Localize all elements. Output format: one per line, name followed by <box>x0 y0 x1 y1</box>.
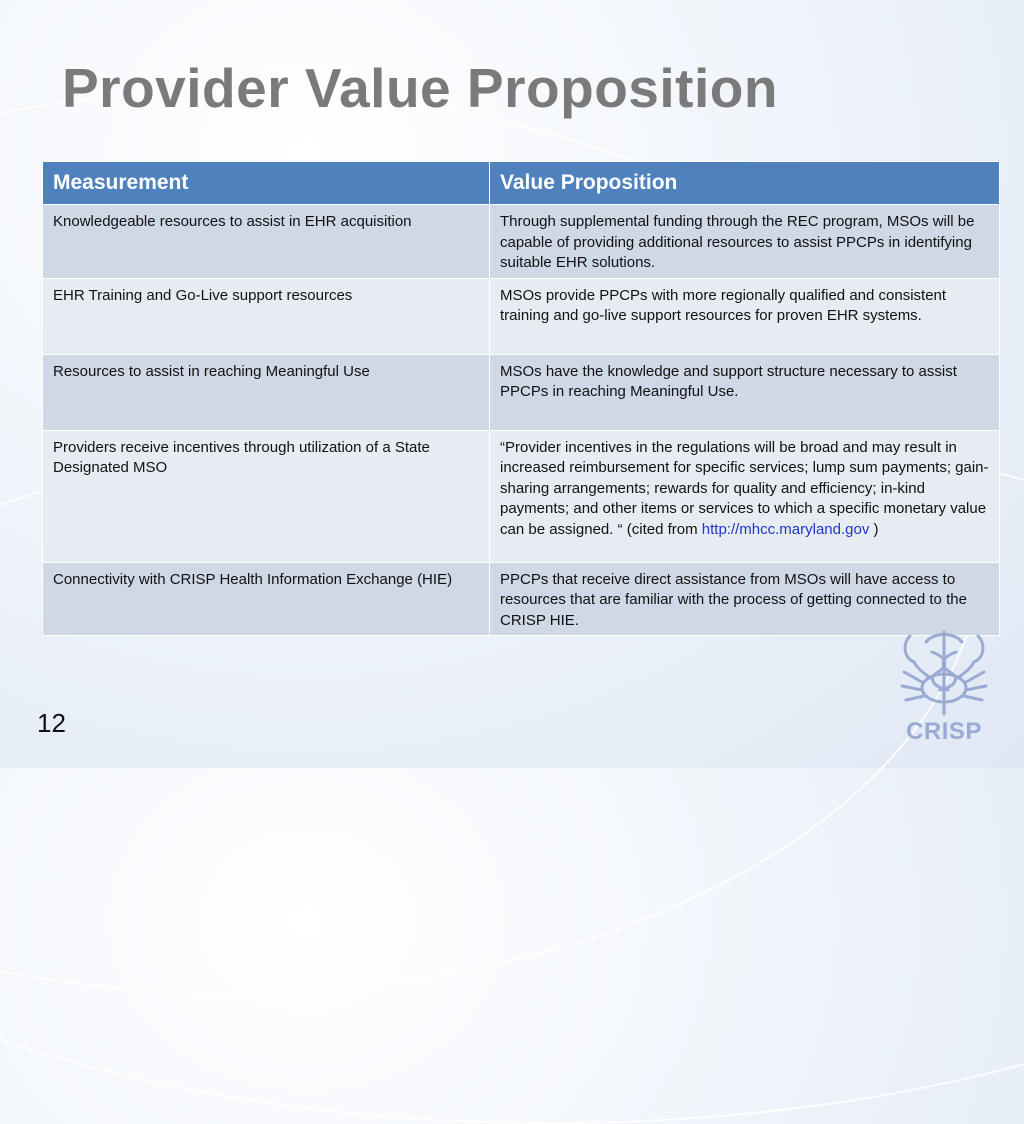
column-header-measurement: Measurement <box>43 162 490 205</box>
measurement-cell: Providers receive incentives through utilization of a State Designated MSO <box>43 430 490 562</box>
value-proposition-table <box>42 161 1000 636</box>
value-cell: MSOs have the knowledge and support structure necessary to assist PPCPs in reaching Meaningful Use. <box>490 354 1000 430</box>
value-cell: PPCPs that receive direct assistance from MSOs will have access to resources that are familiar with the process of getting connected to the CRISP HIE. <box>490 562 1000 636</box>
table-row <box>43 205 1000 279</box>
column-header-value-proposition: Value Proposition <box>490 162 1000 205</box>
value-text-suffix: ) <box>869 520 879 538</box>
value-text: “Provider incentives in the regulations will be broad and may result in increased reimbursement for specific services; lump sum payments; gain-sharing arrangements; rewards for quality and efficiency; in-kind payments; and other items or services to which a specific monetary value can be assigned. “ (cited from <box>500 438 989 538</box>
measurement-cell: EHR Training and Go-Live support resources <box>43 278 490 354</box>
value-cell: Through supplemental funding through the REC program, MSOs will be capable of providing additional resources to assist PPCPs in identifying suitable EHR solutions. <box>490 205 1000 279</box>
mhcc-link[interactable]: http://mhcc.maryland.gov <box>701 520 870 538</box>
crisp-logo-text: CRISP <box>906 718 982 745</box>
table-row <box>43 430 1000 562</box>
caduceus-crab-icon <box>896 628 992 720</box>
table-row <box>43 354 1000 430</box>
measurement-cell: Resources to assist in reaching Meaningful Use <box>43 354 490 430</box>
table-row <box>43 562 1000 636</box>
table-header-row <box>43 162 1000 205</box>
crisp-logo <box>896 628 992 746</box>
value-cell: MSOs provide PPCPs with more regionally qualified and consistent training and go-live support resources for proven EHR systems. <box>490 278 1000 354</box>
measurement-cell: Knowledgeable resources to assist in EHR acquisition <box>43 205 490 279</box>
slide-title: Provider Value Proposition <box>62 57 778 119</box>
page-number: 12 <box>37 708 66 738</box>
measurement-cell: Connectivity with CRISP Health Information Exchange (HIE) <box>43 562 490 636</box>
table-row <box>43 278 1000 354</box>
value-cell <box>490 430 1000 562</box>
